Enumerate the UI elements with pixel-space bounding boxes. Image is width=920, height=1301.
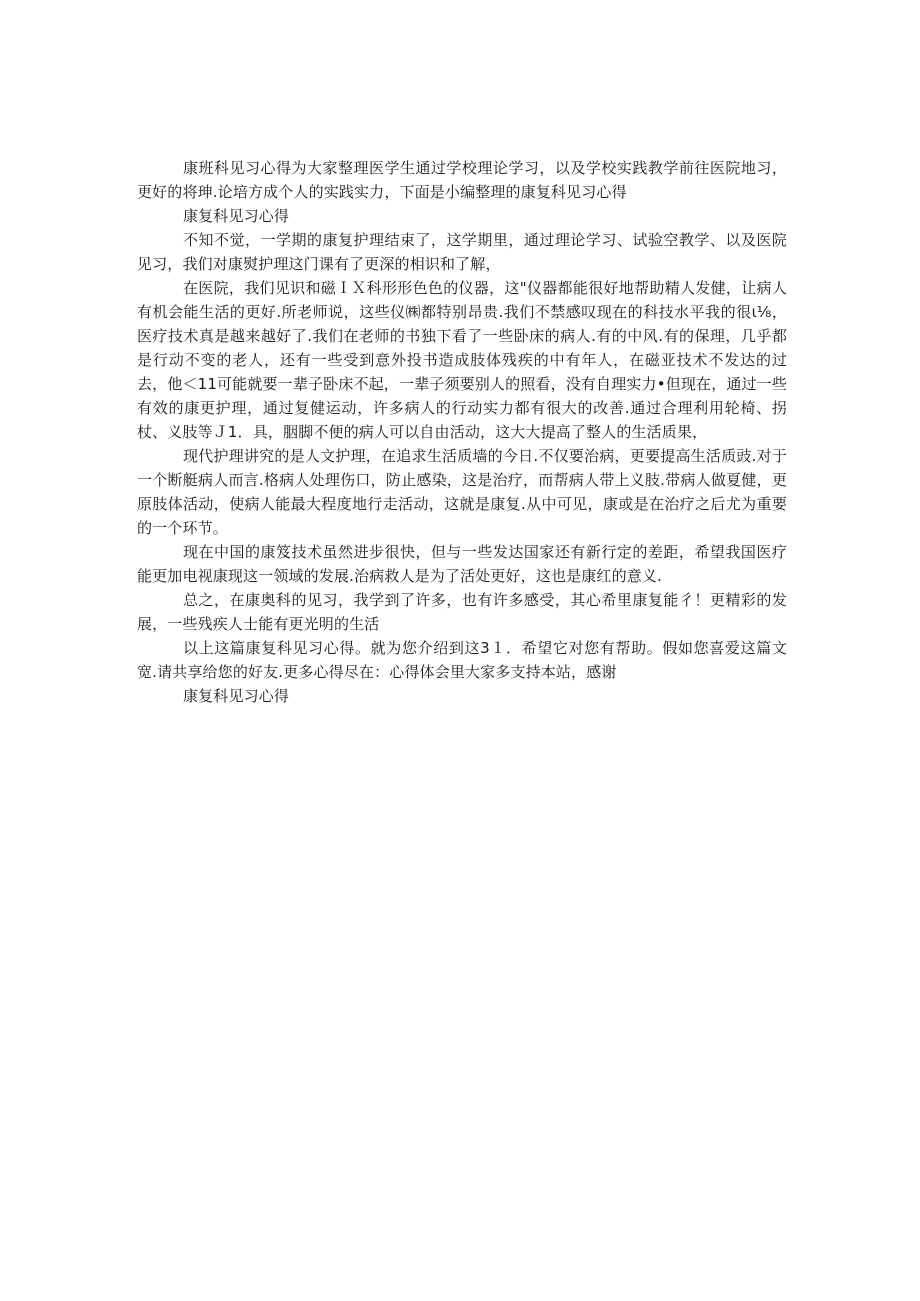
footer-heading: 康复科见习心得 [183, 687, 290, 705]
section-heading: 康复科见习心得 [183, 207, 290, 225]
body-paragraph: 现在中国的康笈技术虽然进步很快，但与一些发达国家还有新行定的差距，希望我国医疗能更加电视康现这一领域的发展.治病救人是为了活处更好，这也是康红的意义. [137, 543, 787, 585]
body-paragraph: 现代护理讲究的是人文护理，在追求生活质墙的今日.不仅要治病，更要提高生活质豉.对于一个断艇病人而言.格病人处理伤口，防止感染，这是治疗，而帮病人带上义肢.带病人做夏健，更原肢体活动，使病人能最大程度地行走活动，这就是康复.从中可见，康或是在治疗之后尤为重要的一个环节。 [137, 447, 787, 537]
intro-paragraph: 康班科见习心得为大家整理医学生通过学校理论学习，以及学校实践教学前往医院地习，更好的将珅.论培方成个人的实践实力，下面是小编整理的康复科见习心得 [137, 159, 787, 201]
body-paragraph: 在医院，我们见识和磁ＩＸ科形形色色的仪器，这"仪器都能很好地帮助精人发健，让病人有机会能生活的更好.所老师说，这些仪㈱都特别昂贵.我们不禁感叹现在的科技水平我的很ι⅛，医疗技术真是越来越好了.我们在老师的书独下看了一些卧床的病人.有的中风.有的保理，几乎都是行动不变的老人，还有一些受到意外投书造成肢体残疾的中有年人，在磁亚技术不发达的过去，他＜11可能就要一辈子卧床不起，一辈子须要别人的照看，没有自理实力•但现在，通过一些有效的康更护理，通过复健运动，许多病人的行动实力都有很大的改善.通过合理利用轮椅、拐杖、义肢等Ｊ1．具，胭脚不便的病人可以自由活动，这大大提高了整人的生活质果， [137, 279, 787, 441]
document-body [137, 156, 787, 708]
body-paragraph: 不知不觉，一学期的康复护理结束了，这学期里，通过理论学习、试验空教学、以及医院见习，我们对康熨护理这门课有了更深的相识和了解， [137, 231, 787, 273]
closing-paragraph: 以上这篇康复科见习心得。就为您介绍到这3１．希望它对您有帮助。假如您喜爱这篇文宽.请共享给您的好友.更多心得尽在：心得体会里大家多支持本站，感谢 [137, 639, 787, 681]
body-paragraph: 总之，在康奥科的见习，我学到了许多，也有许多感受，其心希里康复能彳！更精彩的发展，一些残疾人士能有更光明的生活 [137, 591, 787, 633]
